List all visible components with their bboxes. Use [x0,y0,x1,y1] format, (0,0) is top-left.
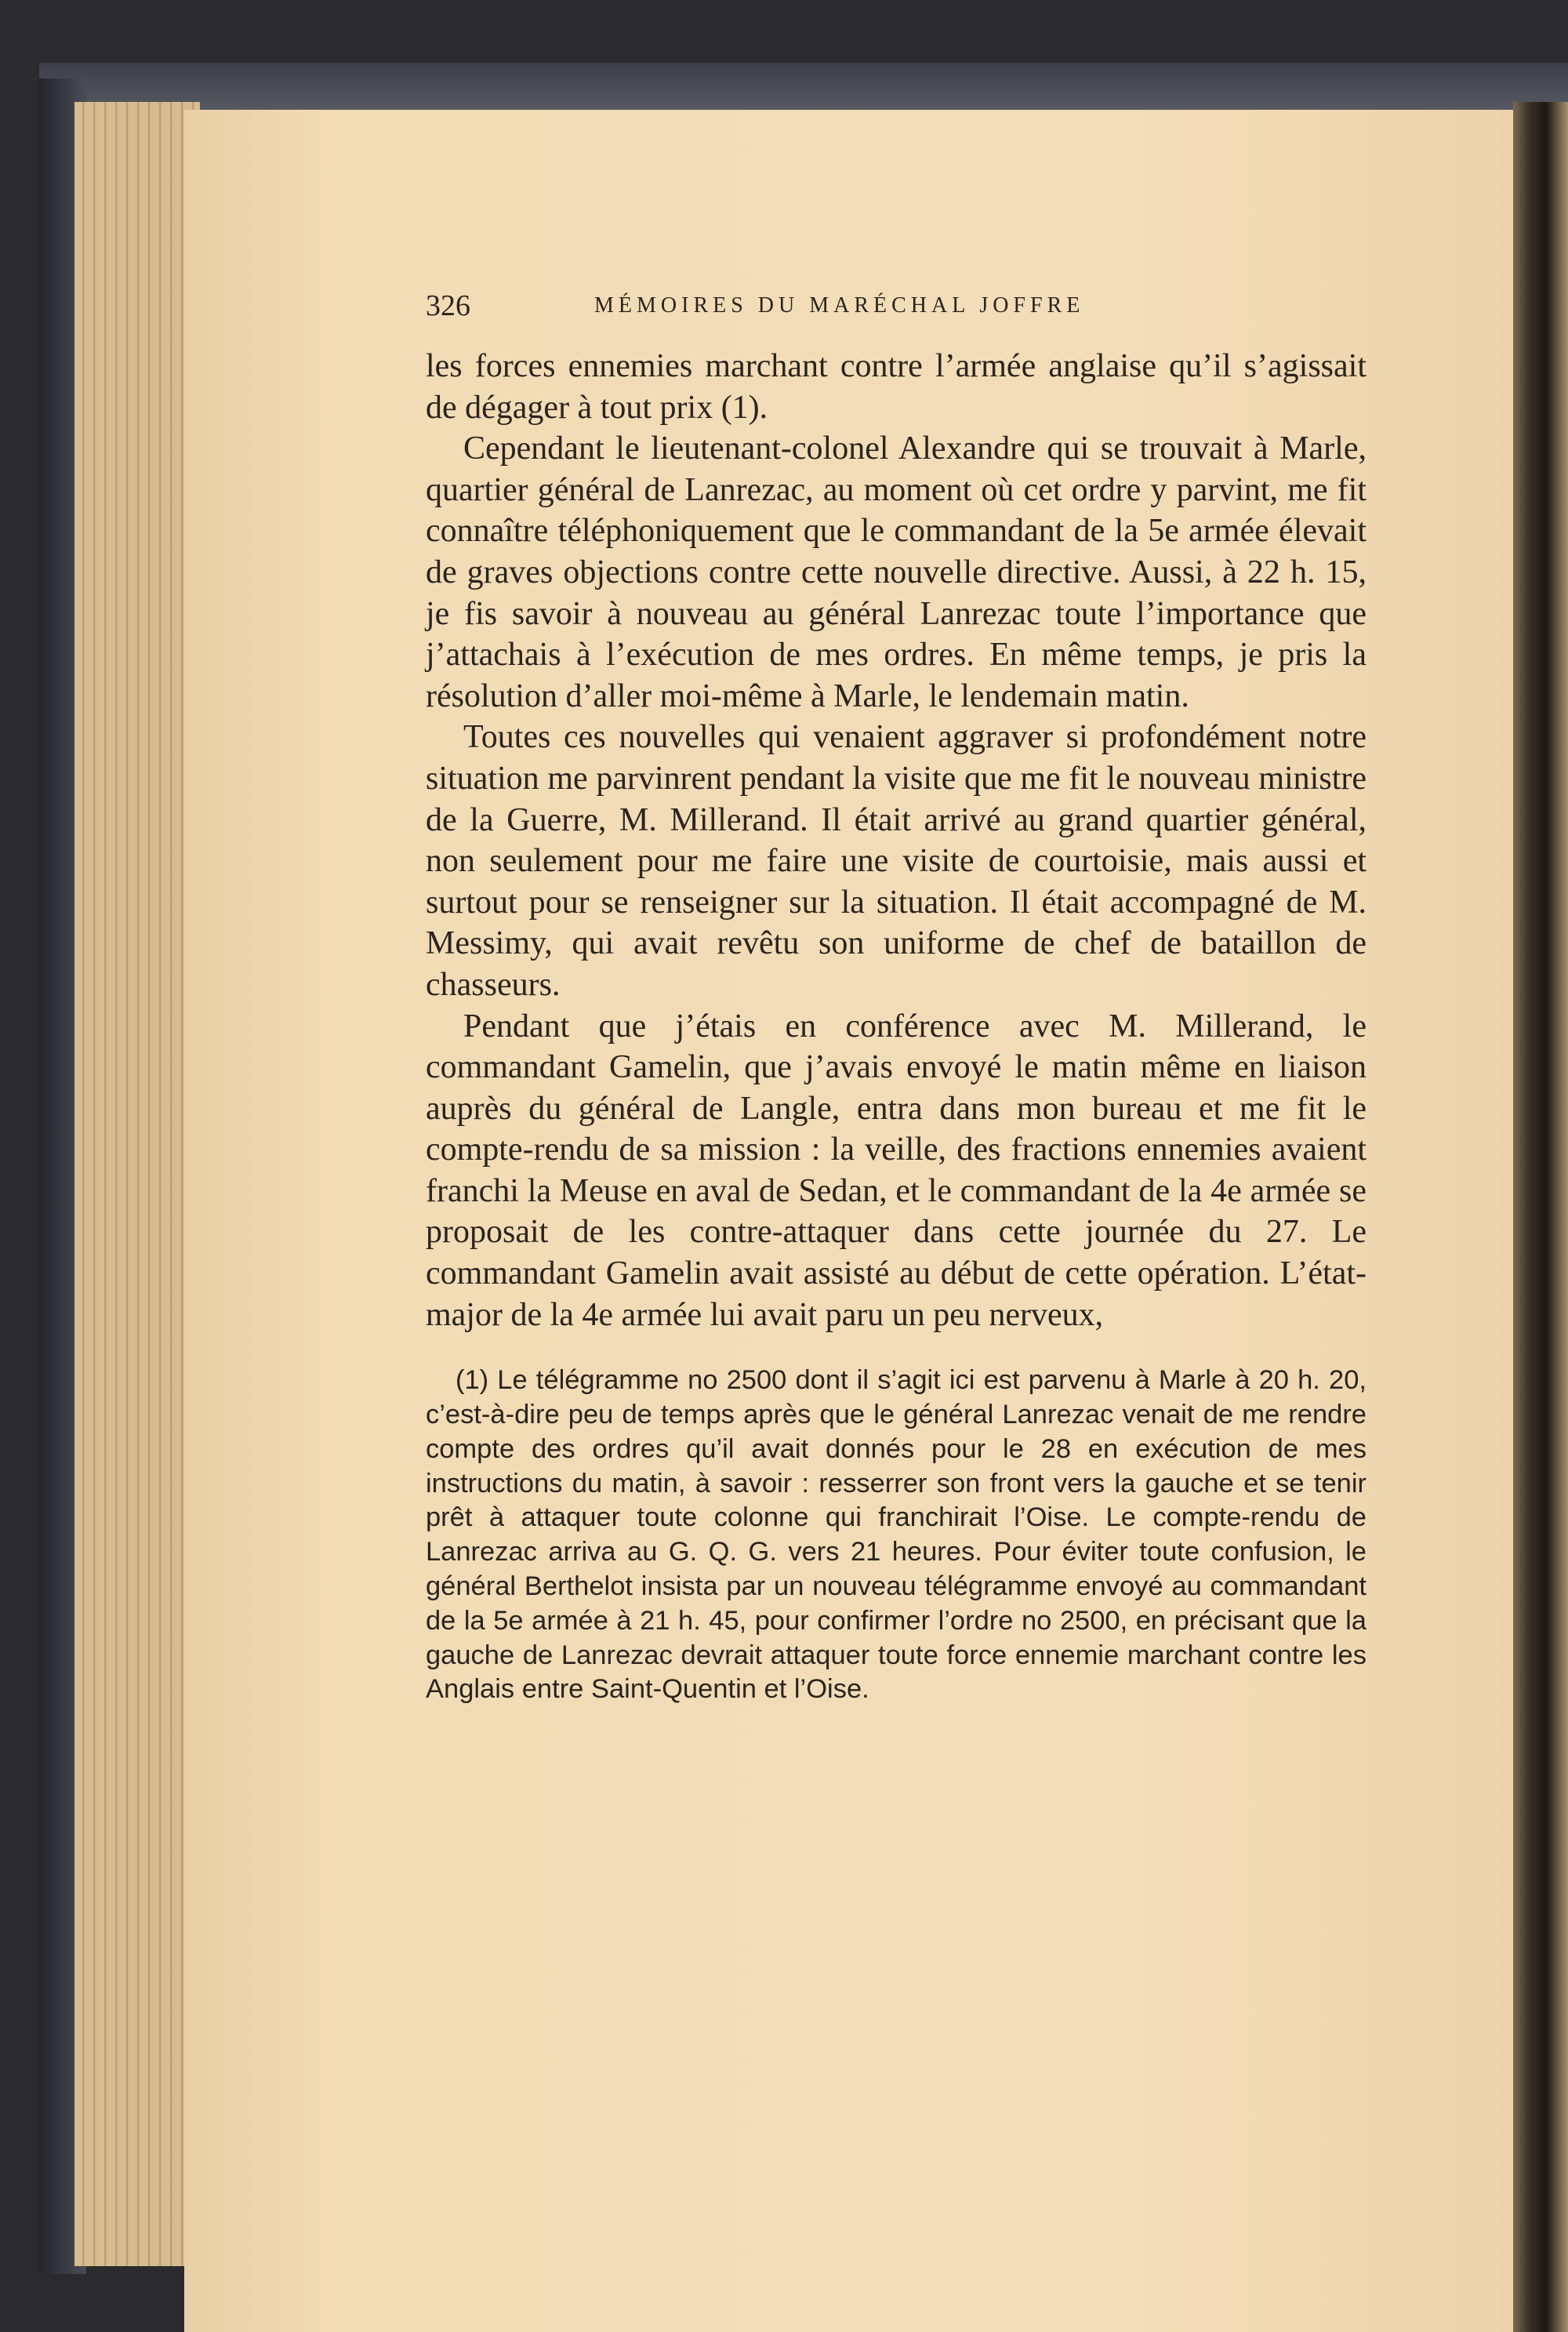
page-text-block [426,289,1367,1734]
footnote: (1) Le télégramme no 2500 dont il s’agit ici est parvenu à Marle à 20 h. 20, c’est-à-dire peu de temps après que le général Lanrezac venait de me rendre compte des ordres qu’il avait donnés pour le 28 en exécution de mes instructions du matin, à savoir : resserrer son front vers la gauche et se tenir prêt à attaquer toute colonne qui franchirait l’Oise. Le compte-rendu de Lanrezac arriva au G. Q. G. vers 21 heures. Pour éviter toute confusion, le général Berthelot insista par un nouveau télégramme envoyé au commandant de la 5e armée à 21 h. 45, pour confirmer l’ordre no 2500, en précisant que la gauche de Lanrezac devrait attaquer toute force ennemie marchant contre les Anglais entre Saint-Quentin et l’Oise. [426,1365,1367,1705]
running-title: MÉMOIRES DU MARÉCHAL JOFFRE [594,293,1085,318]
paragraph-gamelin-report: Pendant que j’étais en conférence avec M. Millerand, le commandant Gamelin, que j’avais envoyé le matin même en liaison auprès du général de Langle, entra dans mon bureau et me fit le compte-rendu de sa mission : la veille, des fractions ennemies avaient franchi la Meuse en aval de Sedan, et le commandant de la 4e armée se proposait de les contre-attaquer dans cette journée du 27. Le commandant Gamelin avait assisté au début de cette opération. L’état-major de la 4e armée lui avait paru un peu nerveux, [426,1008,1367,1333]
page-stack-edge [74,102,200,2266]
paragraph-continuation: les forces ennemies marchant contre l’armée anglaise qu’il s’agissait de dégager à tout prix (1). [426,348,1367,426]
paragraph-millerand-visit: Toutes ces nouvelles qui venaient aggraver si profondément notre situation me parvinrent pendant la visite que me fit le nouveau ministre de la Guerre, M. Millerand. Il était arrivé au grand quartier général, non seulement pour me faire une visite de courtoisie, mais aussi et surtout pour se renseigner sur la situation. Il était accompagné de M. Messimy, qui avait revêtu son uniforme de chef de bataillon de chasseurs. [426,719,1367,1003]
page-number: 326 [426,289,470,322]
paragraph-lanrezac-objections: Cependant le lieutenant-colonel Alexandre qui se trouvait à Marle, quartier général de Lanrezac, au moment où cet ordre y parvint, me fit connaître téléphoniquement que le commandant de la 5e armée élevait de graves objections contre cette nouvelle directive. Aussi, à 22 h. 15, je fis savoir à nouveau au général Lanrezac toute l’importance que j’attachais à l’exécution de mes ordres. En même temps, je pris la résolution d’aller moi-même à Marle, le lendemain matin. [426,430,1367,714]
book-gutter [1513,102,1568,2332]
body-text [426,346,1367,1335]
running-head [426,289,1367,343]
